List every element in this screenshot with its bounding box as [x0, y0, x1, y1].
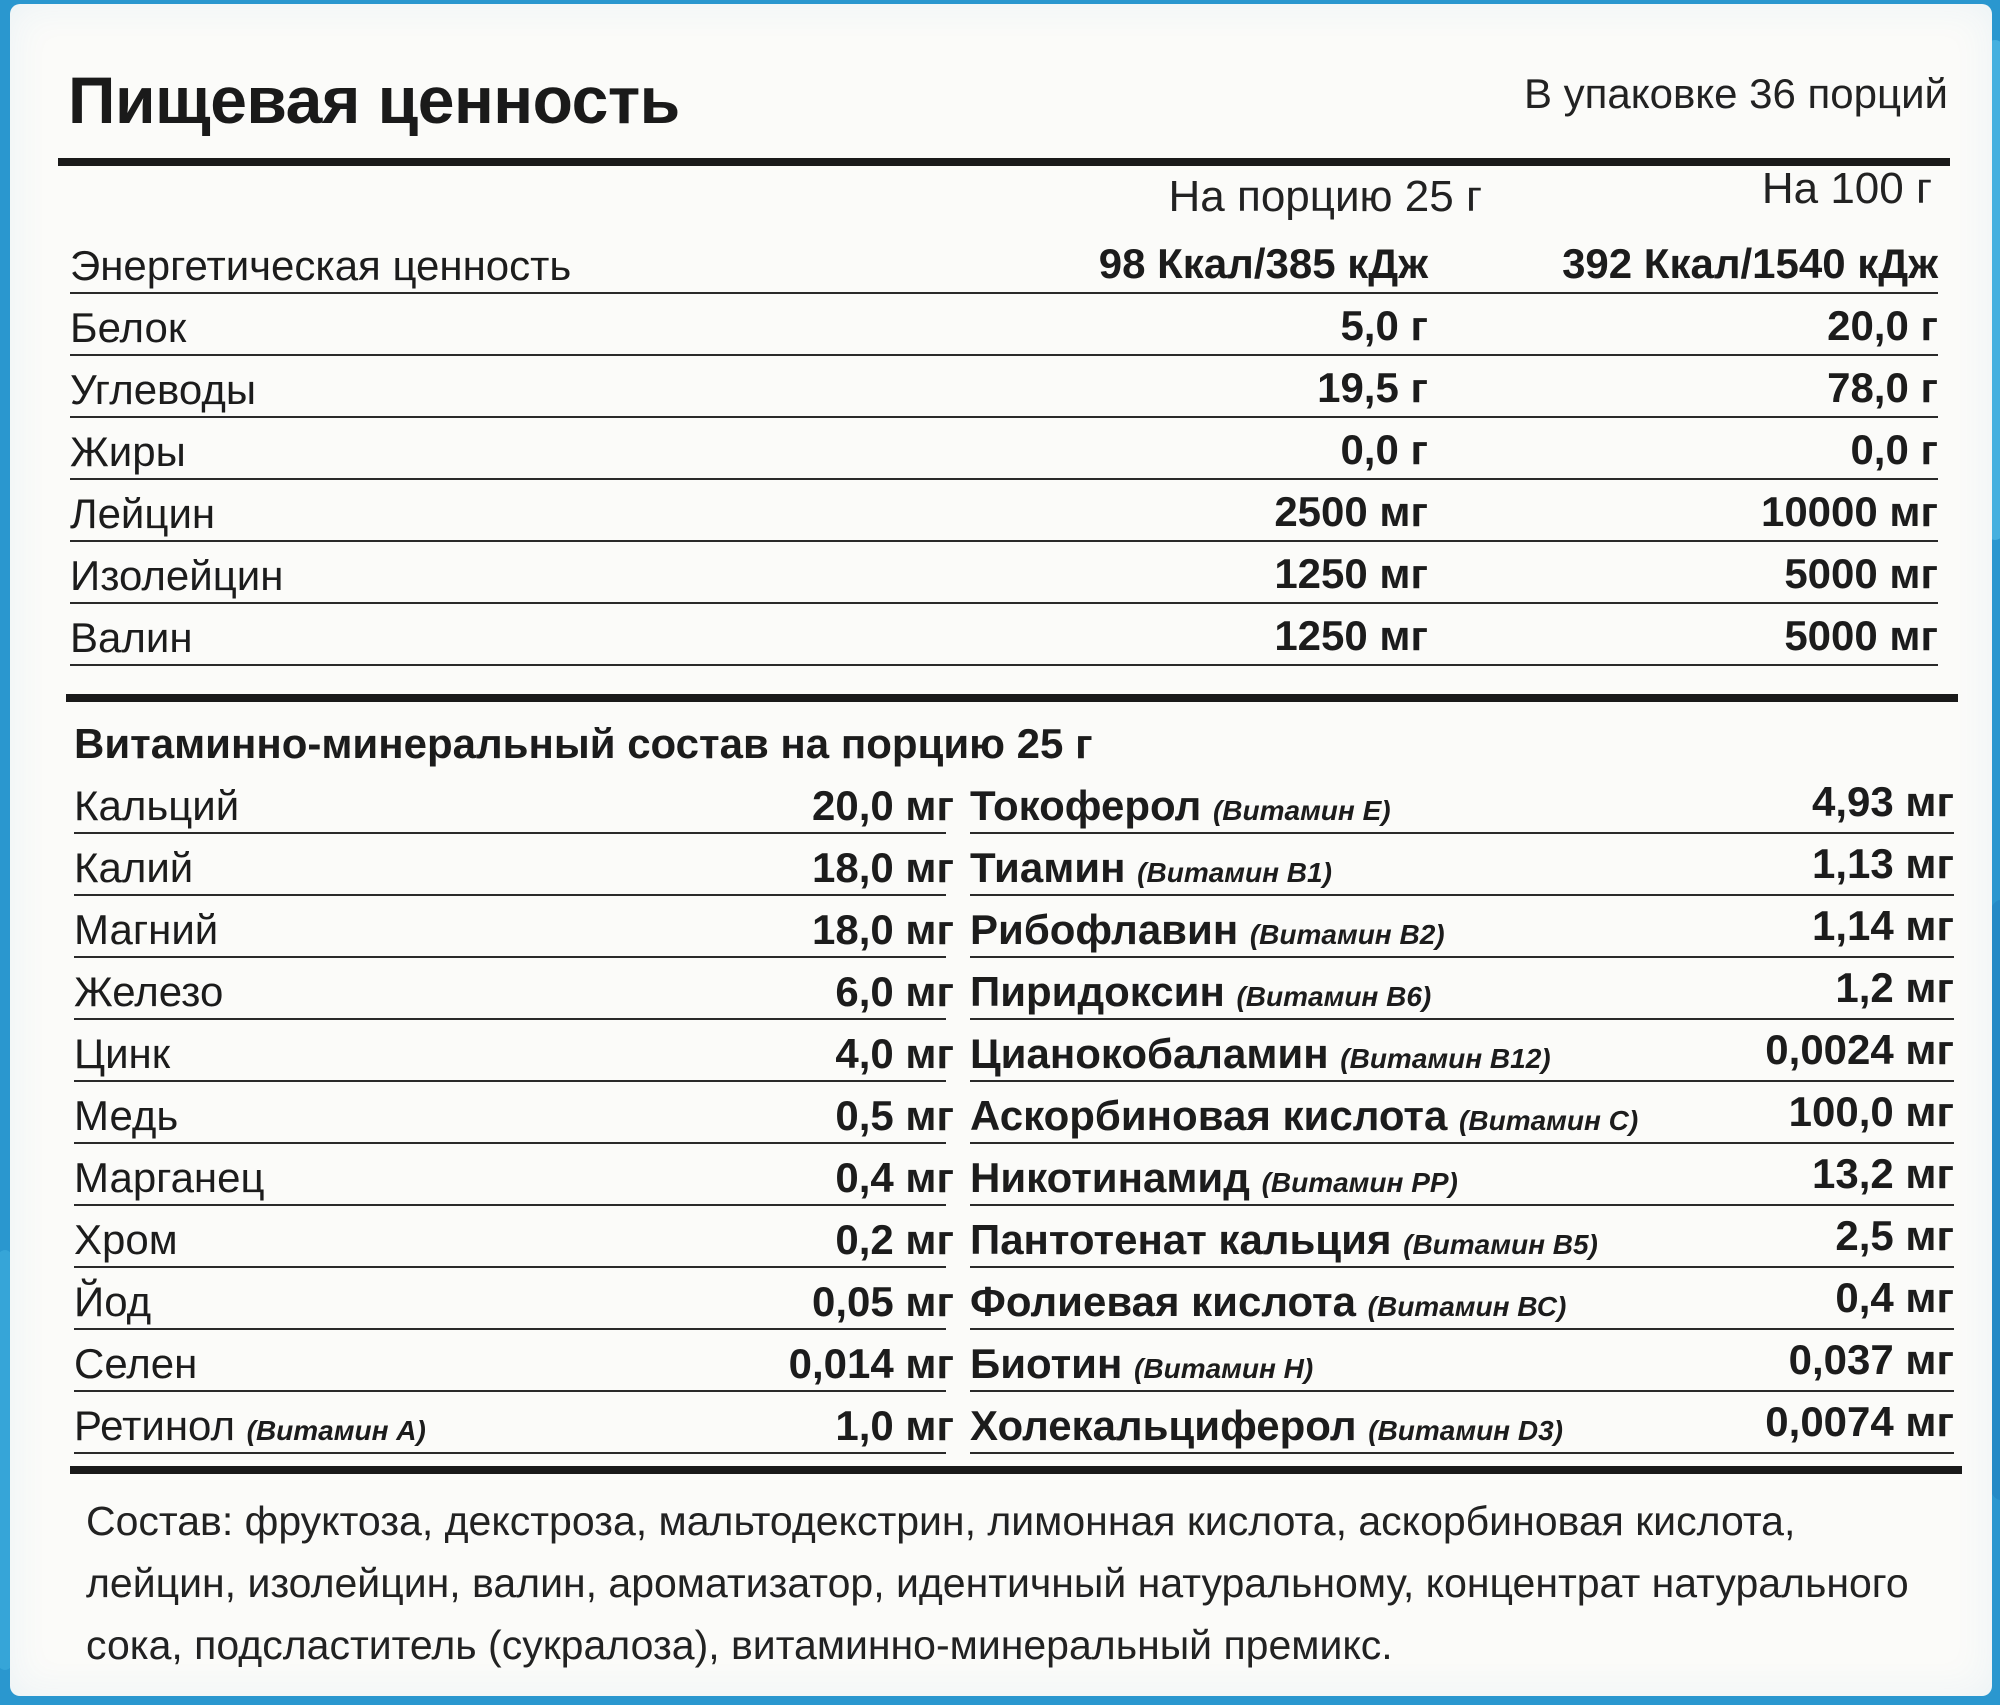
vitamin-label: Никотинамид	[970, 1154, 1250, 1201]
vitamin-name	[970, 1278, 1566, 1326]
vitamin-name	[970, 1340, 1313, 1388]
nutrient-name: Валин	[70, 614, 193, 661]
nutrient-per-100g: 5000 мг	[1784, 612, 1938, 659]
nutrition-row	[70, 546, 1938, 604]
nutrient-per-100g: 10000 мг	[1760, 488, 1938, 535]
mineral-value: 0,5 мг	[835, 1092, 954, 1139]
vitamin-label: Рибофлавин	[970, 906, 1239, 953]
vitamin-value: 0,0074 мг	[1765, 1398, 1954, 1445]
vitamin-name	[970, 782, 1391, 830]
vitamin-mineral-row	[74, 1080, 1954, 1144]
mineral-name	[74, 782, 239, 830]
nutrition-row	[70, 608, 1938, 666]
label-header	[58, 44, 1948, 154]
vitamin-mineral-row	[74, 1390, 1954, 1454]
vitamin-value: 2,5 мг	[1835, 1212, 1954, 1259]
nutrient-name: Энергетическая ценность	[70, 242, 572, 289]
nutrient-per-serving: 1250 мг	[1274, 550, 1428, 597]
vitamin-name	[970, 844, 1332, 892]
vitamin-note: (Витамин В1)	[1137, 857, 1332, 888]
mineral-value: 4,0 мг	[835, 1030, 954, 1077]
mineral-value: 0,014 мг	[788, 1340, 954, 1387]
mineral-value: 0,05 мг	[812, 1278, 954, 1325]
composition-line: лейцин, изолейцин, валин, ароматизатор, идентичный натуральному, концентрат натурального	[86, 1560, 1909, 1606]
page-title: Пищевая ценность	[68, 63, 680, 137]
row-divider	[70, 478, 1938, 480]
vitamin-mineral-row	[74, 1266, 1954, 1330]
nutrient-per-serving: 0,0 г	[1340, 426, 1428, 473]
vitamin-label: Фолиевая кислота	[970, 1278, 1356, 1325]
composition-line: сока, подсластитель (сукралоза), витаминно-минеральный премикс.	[86, 1622, 1393, 1668]
vitamin-label: Пиридоксин	[970, 968, 1225, 1015]
nutrient-per-serving: 19,5 г	[1317, 364, 1428, 411]
vitamin-label: Холекальциферол	[970, 1402, 1357, 1449]
mineral-name	[74, 1402, 426, 1450]
mineral-value: 6,0 мг	[835, 968, 954, 1015]
vitamin-name	[970, 906, 1445, 954]
vitamin-mineral-row	[74, 1142, 1954, 1206]
composition-text	[86, 1490, 1986, 1676]
vitamin-note: (Витамин В5)	[1403, 1229, 1598, 1260]
vitamin-name	[970, 1216, 1598, 1264]
mineral-note: (Витамин А)	[246, 1415, 426, 1446]
vitamin-mineral-row	[74, 956, 1954, 1020]
vitamin-name	[970, 1402, 1563, 1450]
nutrient-per-100g: 0,0 г	[1850, 426, 1938, 473]
nutrient-name: Жиры	[70, 428, 186, 475]
servings-per-pack: В упаковке 36 порций	[1524, 70, 1948, 117]
mineral-label: Ретинол	[74, 1402, 235, 1449]
mineral-value: 20,0 мг	[812, 782, 954, 829]
vitamin-mineral-heading: Витаминно-минеральный состав на порцию 25 г	[74, 720, 1093, 767]
vitamin-mineral-row	[74, 832, 1954, 896]
nutrition-row	[70, 422, 1938, 480]
nutrition-label	[10, 4, 1992, 1696]
column-header-per-100g: На 100 г	[1761, 164, 1932, 213]
vitamin-note: (Витамин В6)	[1236, 981, 1432, 1012]
mineral-label: Хром	[74, 1216, 178, 1263]
vitamin-note: (Витамин В12)	[1340, 1043, 1551, 1074]
header-rule	[58, 158, 1950, 166]
vitamin-note: (Витамин С)	[1459, 1105, 1639, 1136]
mineral-label: Селен	[74, 1340, 198, 1387]
vitamin-value: 0,037 мг	[1788, 1336, 1954, 1383]
vitamin-value: 0,0024 мг	[1765, 1026, 1954, 1073]
vitamin-value: 13,2 мг	[1812, 1150, 1954, 1197]
nutrition-row	[70, 360, 1938, 418]
vitamin-value: 1,2 мг	[1835, 964, 1954, 1011]
mineral-label: Йод	[74, 1278, 152, 1325]
mineral-name	[74, 906, 218, 954]
mineral-name	[74, 1278, 151, 1326]
mineral-label: Кальций	[74, 782, 240, 829]
mineral-name	[74, 1216, 178, 1264]
nutrient-per-100g: 20,0 г	[1827, 302, 1938, 349]
section-rule	[66, 694, 1958, 702]
row-divider	[970, 1452, 1954, 1454]
vitamin-label: Аскорбиновая кислота	[970, 1092, 1448, 1139]
row-divider	[70, 540, 1938, 542]
vitamin-mineral-row	[74, 1204, 1954, 1268]
nutrient-per-100g: 78,0 г	[1827, 364, 1938, 411]
vitamin-value: 0,4 мг	[1835, 1274, 1954, 1321]
vitamin-note: (Витамин В2)	[1249, 919, 1445, 950]
vitamin-label: Биотин	[970, 1340, 1123, 1387]
mineral-name	[74, 968, 223, 1016]
bottom-rule	[70, 1466, 1962, 1474]
mineral-label: Железо	[74, 968, 224, 1015]
mineral-name	[74, 844, 193, 892]
vitamin-name	[970, 1030, 1551, 1078]
mineral-name	[74, 1092, 178, 1140]
nutrition-row	[70, 484, 1938, 542]
nutrition-row	[70, 236, 1938, 294]
vitamin-value: 4,93 мг	[1812, 778, 1954, 825]
row-divider	[70, 416, 1938, 418]
mineral-value: 18,0 мг	[812, 844, 954, 891]
vitamin-name	[970, 1092, 1638, 1140]
mineral-value: 0,4 мг	[835, 1154, 954, 1201]
vitamin-value: 1,14 мг	[1812, 902, 1954, 949]
vitamin-mineral-row	[74, 1018, 1954, 1082]
mineral-label: Цинк	[74, 1030, 171, 1077]
nutrition-row	[70, 298, 1938, 356]
row-divider	[70, 354, 1938, 356]
nutrient-name: Изолейцин	[70, 552, 284, 599]
mineral-label: Медь	[74, 1092, 179, 1139]
vitamin-note: (Витамин РР)	[1261, 1167, 1458, 1198]
row-divider	[70, 664, 1938, 666]
mineral-value: 1,0 мг	[835, 1402, 954, 1449]
nutrient-name: Лейцин	[70, 490, 216, 537]
nutrient-name: Углеводы	[70, 366, 257, 413]
mineral-label: Марганец	[74, 1154, 265, 1201]
nutrient-per-serving: 98 Ккал/385 кДж	[1098, 240, 1428, 287]
mineral-label: Калий	[74, 844, 194, 891]
vitamin-value: 1,13 мг	[1812, 840, 1954, 887]
vitamin-label: Пантотенат кальция	[970, 1216, 1392, 1263]
vitamin-mineral-row	[74, 1328, 1954, 1392]
row-divider	[70, 292, 1938, 294]
nutrient-per-serving: 1250 мг	[1274, 612, 1428, 659]
row-divider	[74, 1452, 946, 1454]
mineral-value: 0,2 мг	[835, 1216, 954, 1263]
vitamin-note: (Витамин D3)	[1368, 1415, 1563, 1446]
nutrient-name: Белок	[70, 304, 187, 351]
vitamin-note: (Витамин ВС)	[1367, 1291, 1567, 1322]
nutrient-per-100g: 5000 мг	[1784, 550, 1938, 597]
vitamin-value: 100,0 мг	[1788, 1088, 1954, 1135]
mineral-name	[74, 1030, 170, 1078]
nutrient-per-serving: 2500 мг	[1274, 488, 1428, 535]
vitamin-name	[970, 1154, 1458, 1202]
mineral-name	[74, 1340, 197, 1388]
vitamin-mineral-row	[74, 894, 1954, 958]
composition-line: Состав: фруктоза, декстроза, мальтодекстрин, лимонная кислота, аскорбиновая кислота,	[86, 1498, 1796, 1544]
vitamin-note: (Витамин Н)	[1134, 1353, 1314, 1384]
row-divider	[70, 602, 1938, 604]
vitamin-label: Тиамин	[970, 844, 1126, 891]
mineral-value: 18,0 мг	[812, 906, 954, 953]
vitamin-label: Токоферол	[970, 782, 1202, 829]
vitamin-name	[970, 968, 1431, 1016]
nutrient-per-100g: 392 Ккал/1540 кДж	[1562, 240, 1938, 287]
mineral-label: Магний	[74, 906, 219, 953]
vitamin-mineral-row	[74, 770, 1954, 834]
column-header-per-serving: На порцию 25 г	[1168, 172, 1482, 221]
nutrient-per-serving: 5,0 г	[1340, 302, 1428, 349]
vitamin-note: (Витамин Е)	[1212, 795, 1391, 826]
vitamin-label: Цианокобаламин	[970, 1030, 1329, 1077]
mineral-name	[74, 1154, 265, 1202]
